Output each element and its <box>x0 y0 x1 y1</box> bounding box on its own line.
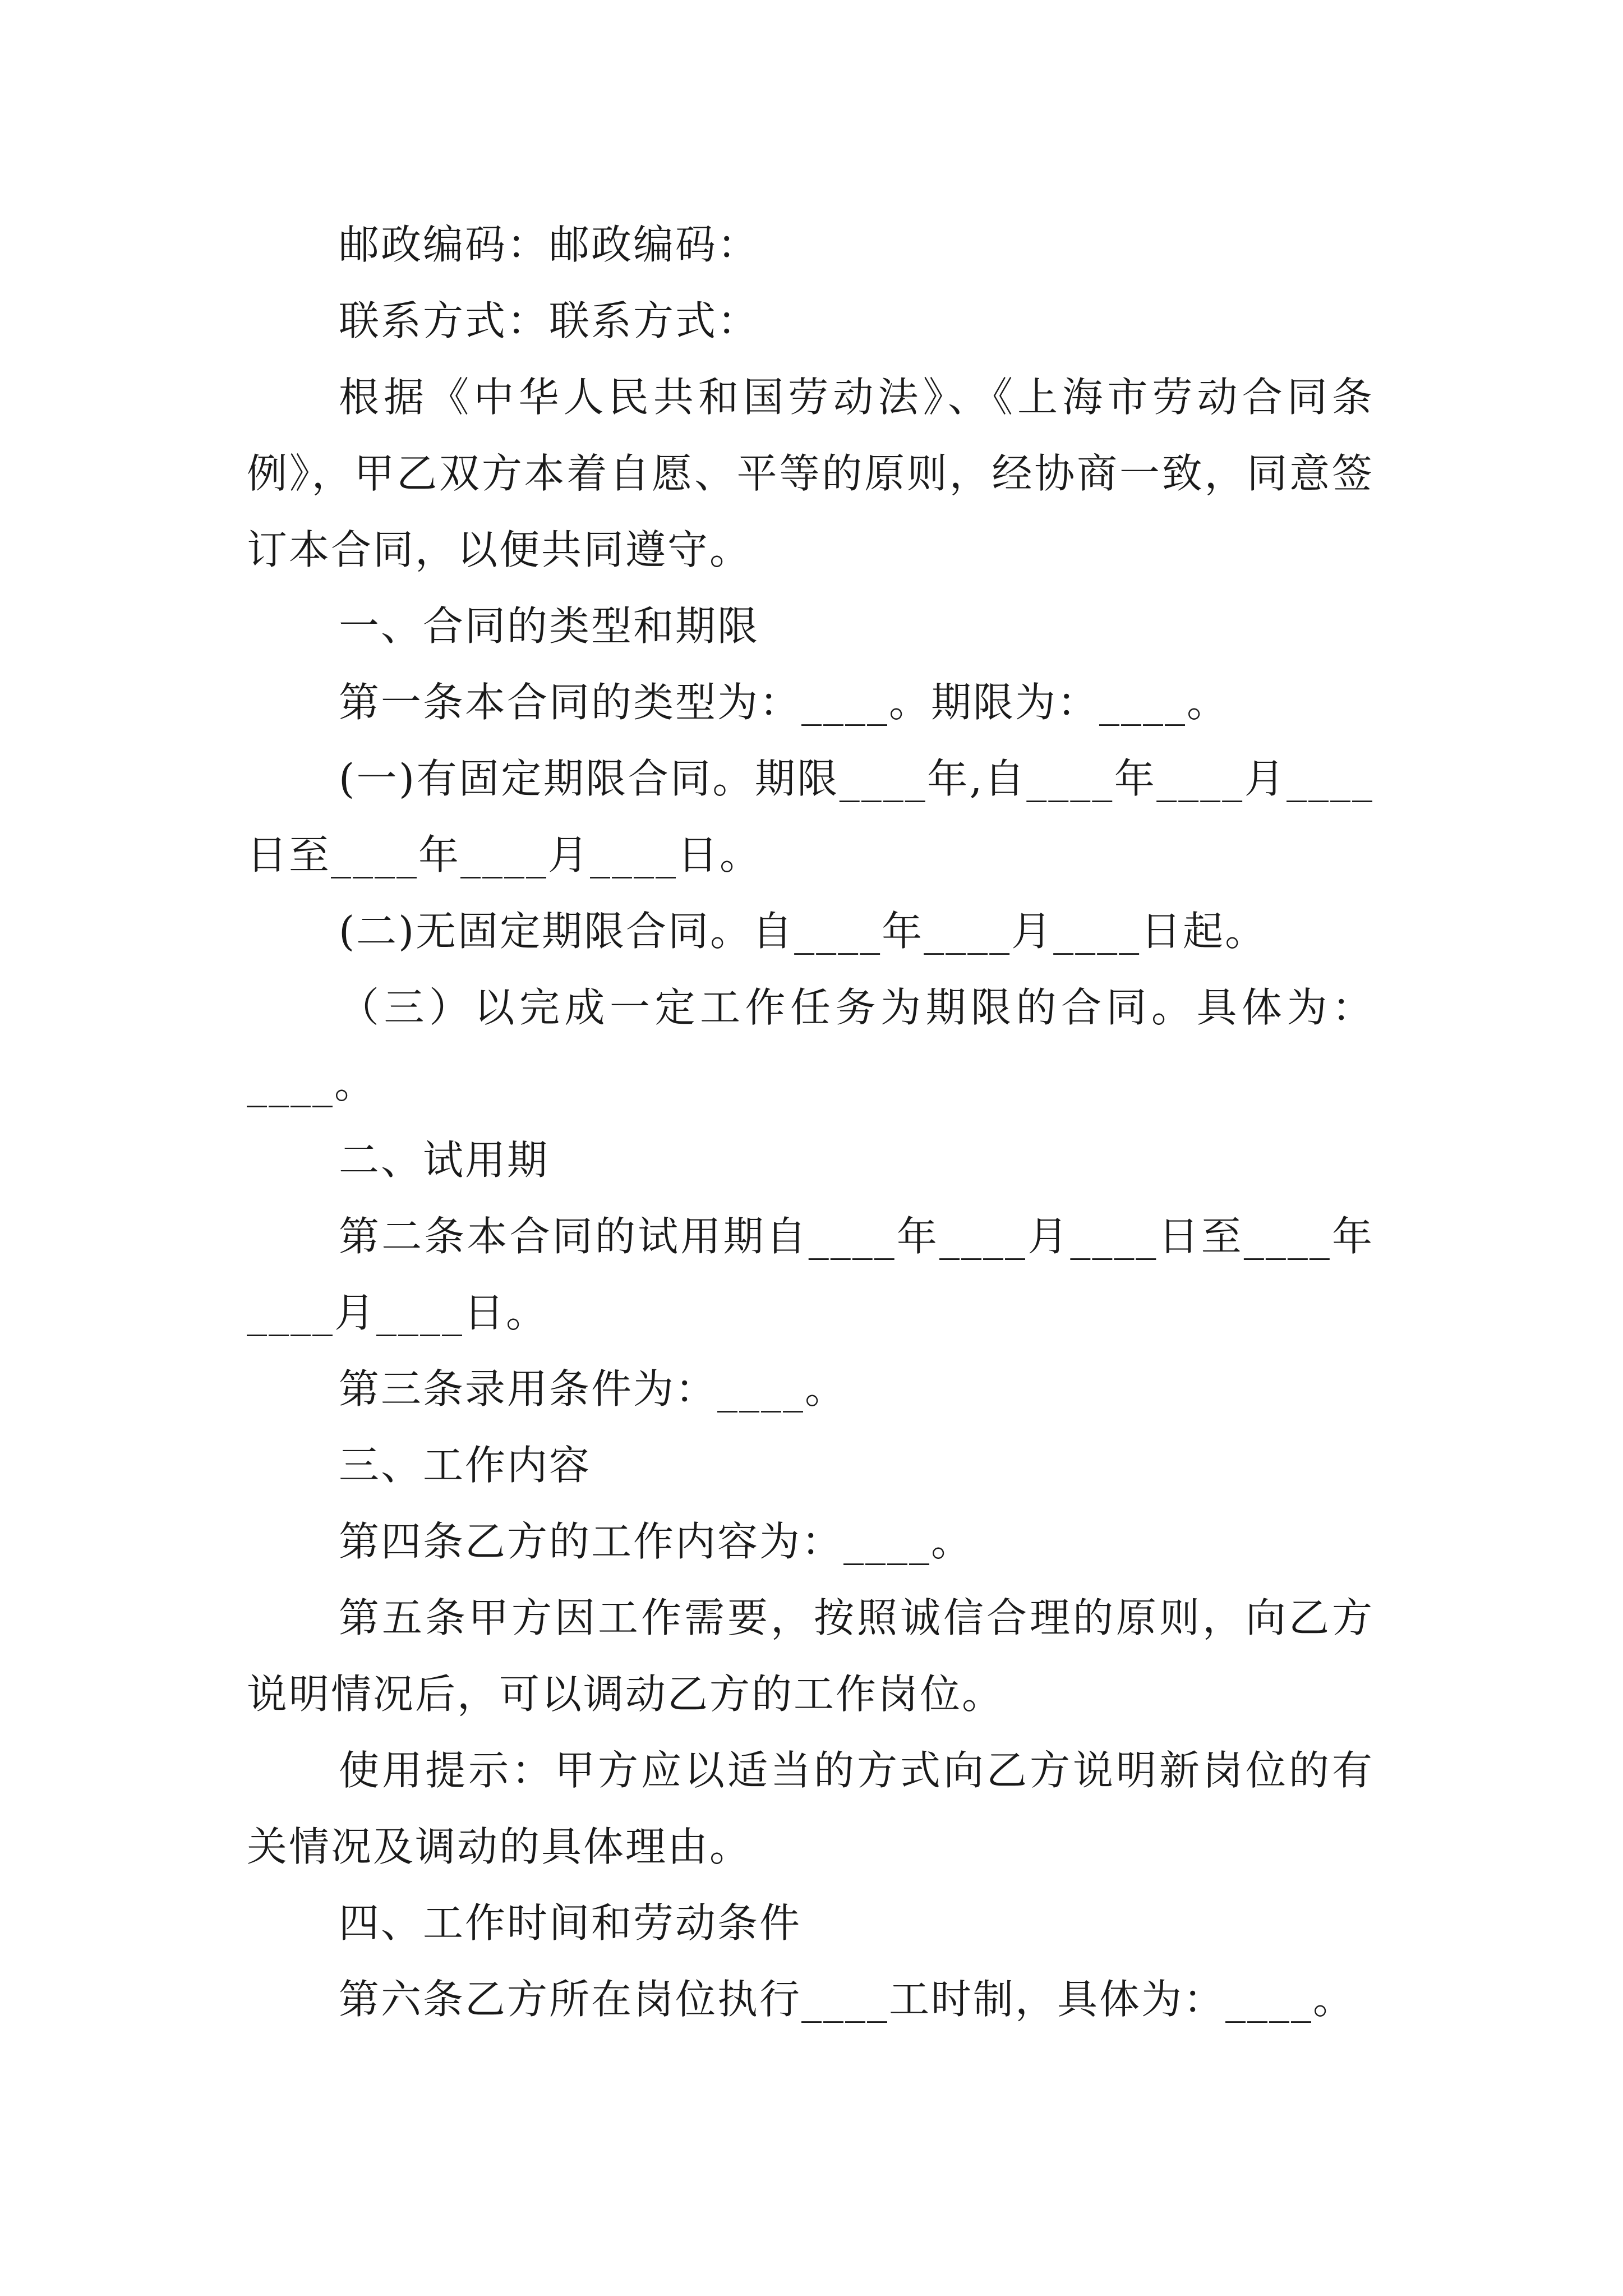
article-4: 第四条乙方的工作内容为：____。 <box>339 1518 974 1565</box>
clause-fixed-term: (一)有固定期限合同。期限____年,自____年____月____日至____年____月____日。 <box>247 755 1374 878</box>
article-2: 第二条本合同的试用期自____年____月____日至____年____月____日。 <box>247 1213 1374 1336</box>
section-heading-4: 四、工作时间和劳动条件 <box>339 1899 802 1947</box>
section-heading-1: 一、合同的类型和期限 <box>339 602 760 650</box>
article-6: 第六条乙方所在岗位执行____工时制，具体为：____。 <box>339 1976 1355 2023</box>
clause-task-term: （三）以完成一定工作任务为期限的合同。具体为：____。 <box>247 984 1374 1107</box>
section-heading-3: 三、工作内容 <box>339 1442 592 1489</box>
article-1: 第一条本合同的类型为：____。期限为：____。 <box>339 679 1229 726</box>
section-heading-2: 二、试用期 <box>339 1137 550 1184</box>
clause-open-term: (二)无固定期限合同。自____年____月____日起。 <box>339 908 1267 955</box>
usage-tip: 使用提示：甲方应以适当的方式向乙方说明新岗位的有关情况及调动的具体理由。 <box>247 1747 1374 1870</box>
article-3: 第三条录用条件为：____。 <box>339 1365 847 1412</box>
article-5: 第五条甲方因工作需要，按照诚信合理的原则，向乙方说明情况后，可以调动乙方的工作岗位。 <box>247 1594 1374 1718</box>
postal-code-line: 邮政编码：邮政编码： <box>339 221 760 268</box>
contact-line: 联系方式：联系方式： <box>339 297 760 344</box>
preamble-paragraph: 根据《中华人民共和国劳动法》、《上海市劳动合同条例》，甲乙双方本着自愿、平等的原则，经协商一致，同意签订本合同，以便共同遵守。 <box>247 374 1374 573</box>
